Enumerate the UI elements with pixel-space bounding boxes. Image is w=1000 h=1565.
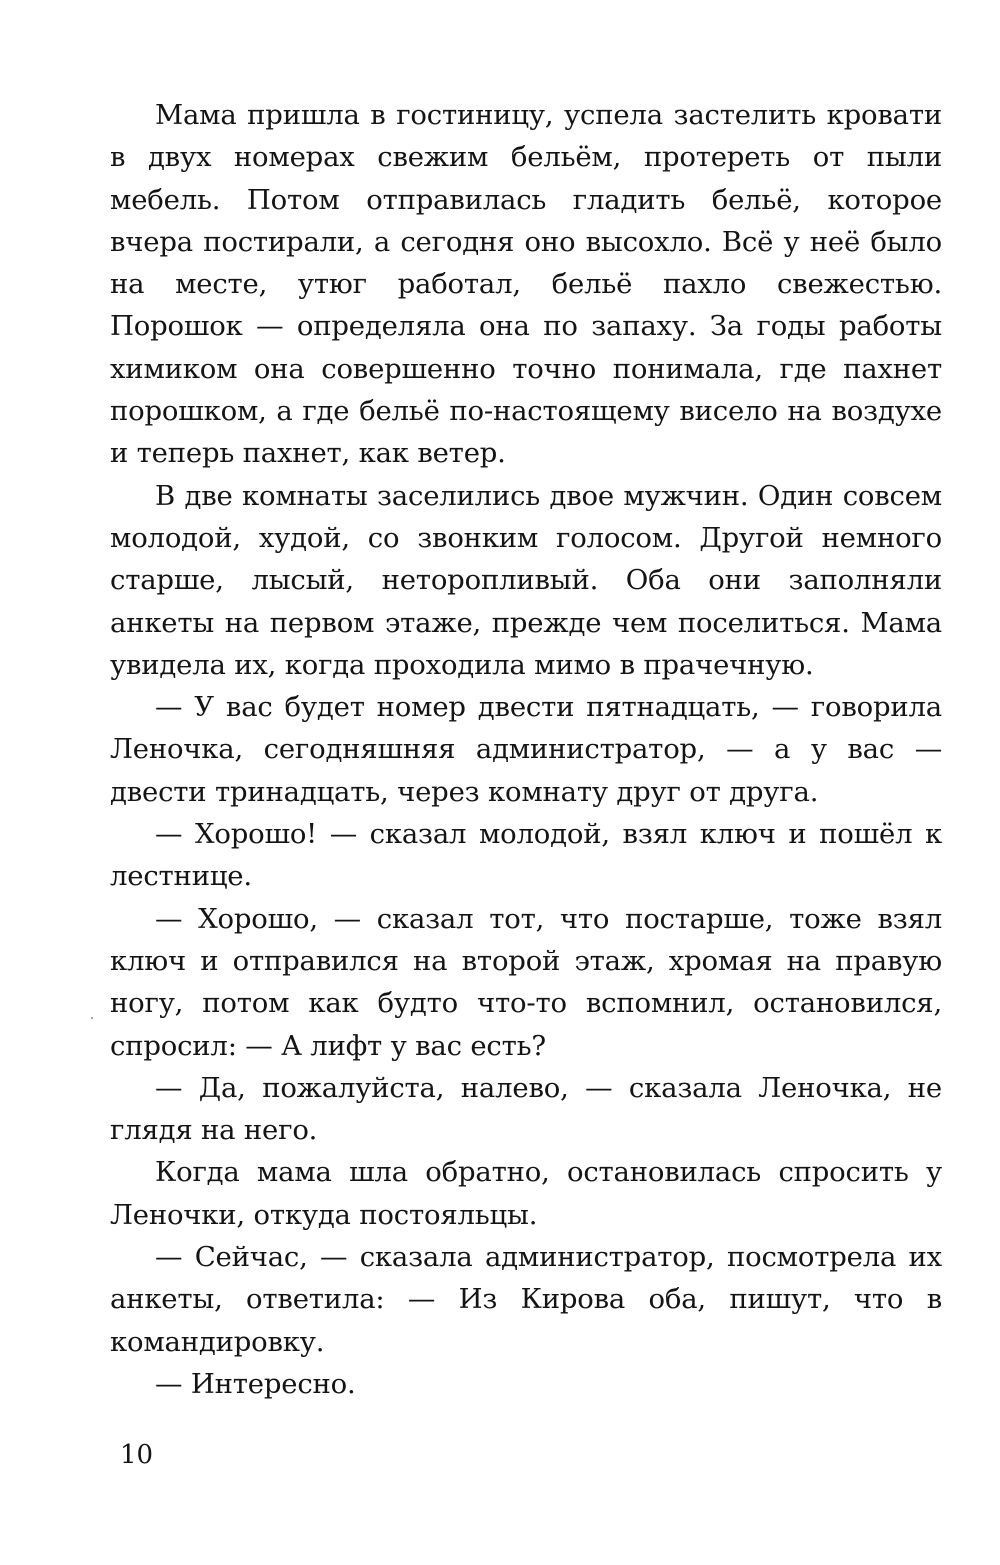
paragraph: — Сейчас, — сказала администратор, посмотрела их анкеты, ответила: — Из Кирова оба, пишут, что в командировку. (110, 1241, 942, 1358)
paragraph: — Хорошо, — сказал тот, что постарше, тоже взял ключ и отправился на второй этаж, хромая на правую ногу, потом как будто что-то вспомнил, остановился, спросил: — А лифт у вас есть? (110, 902, 942, 1062)
paragraph: В две комнаты заселились двое мужчин. Один совсем молодой, худой, со звонким голосом. Другой немного старше, лысый, неторопливый. Оба они заполняли анкеты на первом этаже, прежде чем поселиться. Мама увидела их, когда проходила мимо в прачечную. (110, 479, 942, 681)
paragraph: Мама пришла в гостиницу, успела застелить кровати в двух номерах свежим бельём, протереть от пыли мебель. Потом отправилась гладить бельё, которое вчера постирали, а сегодня оно высохло. Всё у неё было на месте, утюг работал, бельё пахло свежестью. Порошок — определяла она по запаху. За годы работы химиком она совершенно точно понимала, где пахнет порошком, а где бельё по-настоящему висело на воздухе и теперь пахнет, как ветер. (110, 99, 942, 470)
body-text (110, 94, 942, 1405)
paragraph: — Хорошо! — сказал молодой, взял ключ и пошёл к лестнице. (110, 818, 942, 893)
page-number: 10 (120, 1440, 154, 1470)
paragraph: — Интересно. (155, 1367, 356, 1400)
print-speck (91, 1017, 93, 1019)
paragraph: Когда мама шла обратно, остановилась спросить у Леночки, откуда постояльцы. (110, 1156, 942, 1231)
paragraph: — У вас будет номер двести пятнадцать, — говорила Леночка, сегодняшняя администратор, — а у вас — двести тринадцать, через комнату друг от друга. (110, 691, 942, 808)
paragraph: — Да, пожалуйста, налево, — сказала Леночка, не глядя на него. (110, 1071, 942, 1147)
